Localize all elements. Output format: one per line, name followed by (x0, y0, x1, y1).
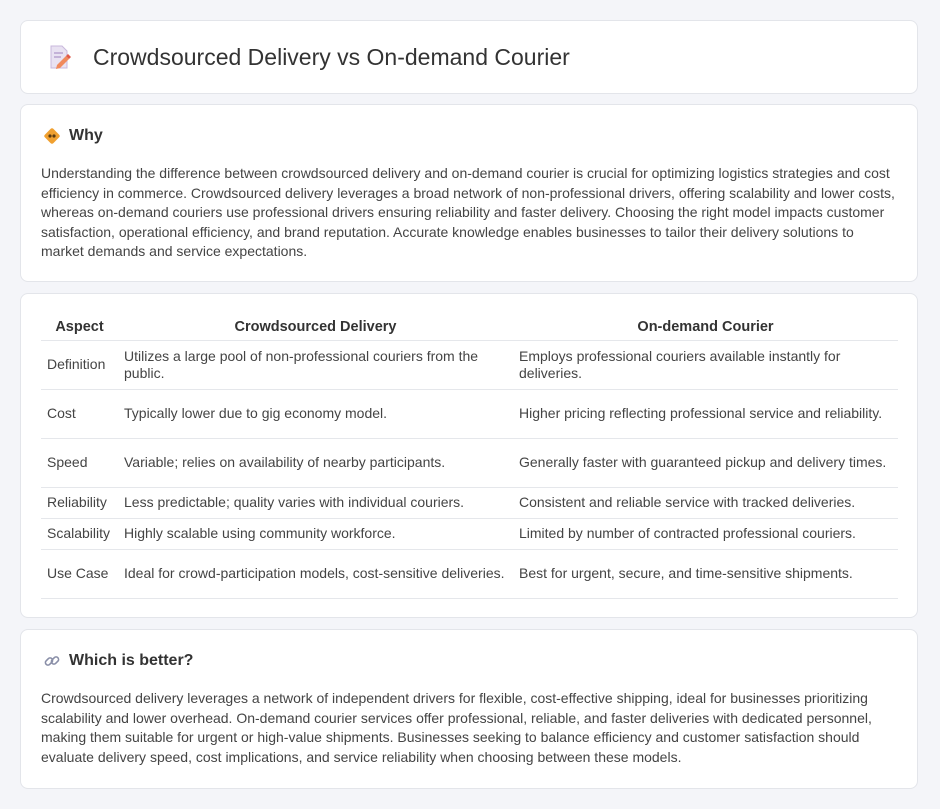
aspect-cell: Reliability (41, 488, 118, 519)
page-title: Crowdsourced Delivery vs On-demand Courier (93, 43, 570, 70)
crowdsourced-cell: Utilizes a large pool of non-professional couriers from the public. (118, 341, 513, 390)
why-card (20, 104, 918, 282)
crowdsourced-cell: Ideal for crowd-participation models, cost-sensitive deliveries. (118, 550, 513, 599)
courier-cell: Limited by number of contracted professional couriers. (513, 519, 898, 550)
aspect-cell: Use Case (41, 550, 118, 599)
comparison-card (20, 293, 918, 618)
crowdsourced-cell: Less predictable; quality varies with individual couriers. (118, 488, 513, 519)
title-card (20, 20, 918, 94)
aspect-cell: Speed (41, 439, 118, 488)
table-row (41, 550, 898, 599)
table-row (41, 519, 898, 550)
better-body: Crowdsourced delivery leverages a network of independent drivers for flexible, cost-effective shipping, ideal for businesses prioritizing scalability and lower overhead. On-demand courier services offer professional, reliable, and faster deliveries with dedicated personnel, making them suitable for urgent or high-value shipments. Businesses seeking to balance efficiency and customer satisfaction should evaluate delivery speed, cost implications, and service reliability when choosing between these models. (41, 690, 872, 765)
courier-cell: Best for urgent, secure, and time-sensitive shipments. (513, 550, 898, 599)
which-better-card (20, 629, 918, 789)
courier-cell: Higher pricing reflecting professional service and reliability. (513, 390, 898, 439)
why-title: Why (69, 127, 103, 144)
table-row (41, 488, 898, 519)
why-header (43, 127, 103, 145)
title-row (45, 43, 570, 71)
column-header-aspect: Aspect (41, 314, 118, 341)
comparison-table (41, 314, 898, 599)
table-row (41, 439, 898, 488)
courier-cell: Employs professional couriers available instantly for deliveries. (513, 341, 898, 390)
diamond-sign-icon (43, 127, 61, 145)
better-title: Which is better? (69, 652, 194, 669)
better-header (43, 652, 193, 670)
crowdsourced-cell: Typically lower due to gig economy model. (118, 390, 513, 439)
table-header-row (41, 314, 898, 341)
link-icon (43, 652, 61, 670)
aspect-cell: Scalability (41, 519, 118, 550)
table-row (41, 390, 898, 439)
crowdsourced-cell: Highly scalable using community workforce. (118, 519, 513, 550)
column-header-crowdsourced: Crowdsourced Delivery (118, 314, 513, 341)
aspect-cell: Cost (41, 390, 118, 439)
courier-cell: Consistent and reliable service with tracked deliveries. (513, 488, 898, 519)
aspect-cell: Definition (41, 341, 118, 390)
table-row (41, 341, 898, 390)
crowdsourced-cell: Variable; relies on availability of nearby participants. (118, 439, 513, 488)
why-body: Understanding the difference between crowdsourced delivery and on-demand courier is crucial for optimizing logistics strategies and cost efficiency in commerce. Crowdsourced delivery leverages a broad network of non-professional drivers, offering scalability and lower costs, whereas on-demand couriers use professional drivers ensuring reliability and faster delivery. Choosing the right model impacts customer satisfaction, operational efficiency, and brand reputation. Accurate knowledge enables businesses to tailor their delivery solutions to market demands and service expectations. (41, 165, 895, 260)
courier-cell: Generally faster with guaranteed pickup and delivery times. (513, 439, 898, 488)
column-header-courier: On-demand Courier (513, 314, 898, 341)
pencil-paper-icon (45, 43, 73, 71)
